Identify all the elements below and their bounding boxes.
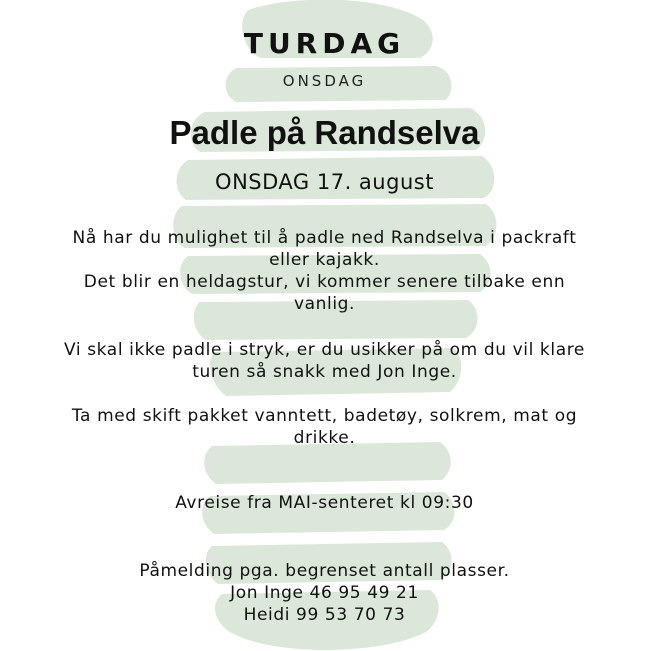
text-line: turen så snakk med Jon Inge. <box>192 362 457 382</box>
event-date: ONSDAG 17. august <box>215 170 434 194</box>
contact-jon-inge: Jon Inge 46 95 49 21 <box>230 583 419 603</box>
text-line: drikke. <box>293 428 356 448</box>
text-line: Ta med skift pakket vanntett, badetøy, solkrem, mat og <box>71 406 578 426</box>
departure-text: Avreise fra MAI-senteret kl 09:30 <box>175 493 474 513</box>
text-line: Nå har du mulighet til å padle ned Randselva i packraft <box>72 228 577 248</box>
text-line: vanlig. <box>293 294 356 314</box>
signup-text: Påmelding pga. begrenset antall plasser. <box>139 561 510 581</box>
event-title: Padle på Randselva <box>169 114 480 151</box>
header-subtitle: ONSDAG <box>282 72 367 90</box>
contact-heidi: Heidi 99 53 70 73 <box>243 605 406 625</box>
text-line: Det blir en heldagstur, vi kommer senere tilbake enn <box>83 272 566 292</box>
signup-paragraph <box>40 560 609 626</box>
text-line: eller kajakk. <box>269 250 380 270</box>
header-title: TURDAG <box>243 27 406 60</box>
intro-paragraph <box>40 227 609 315</box>
packing-paragraph <box>40 405 609 449</box>
difficulty-paragraph <box>40 339 609 383</box>
text-line: Vi skal ikke padle i stryk, er du usikker på om du vil klare <box>64 340 585 360</box>
departure-paragraph <box>40 492 609 514</box>
